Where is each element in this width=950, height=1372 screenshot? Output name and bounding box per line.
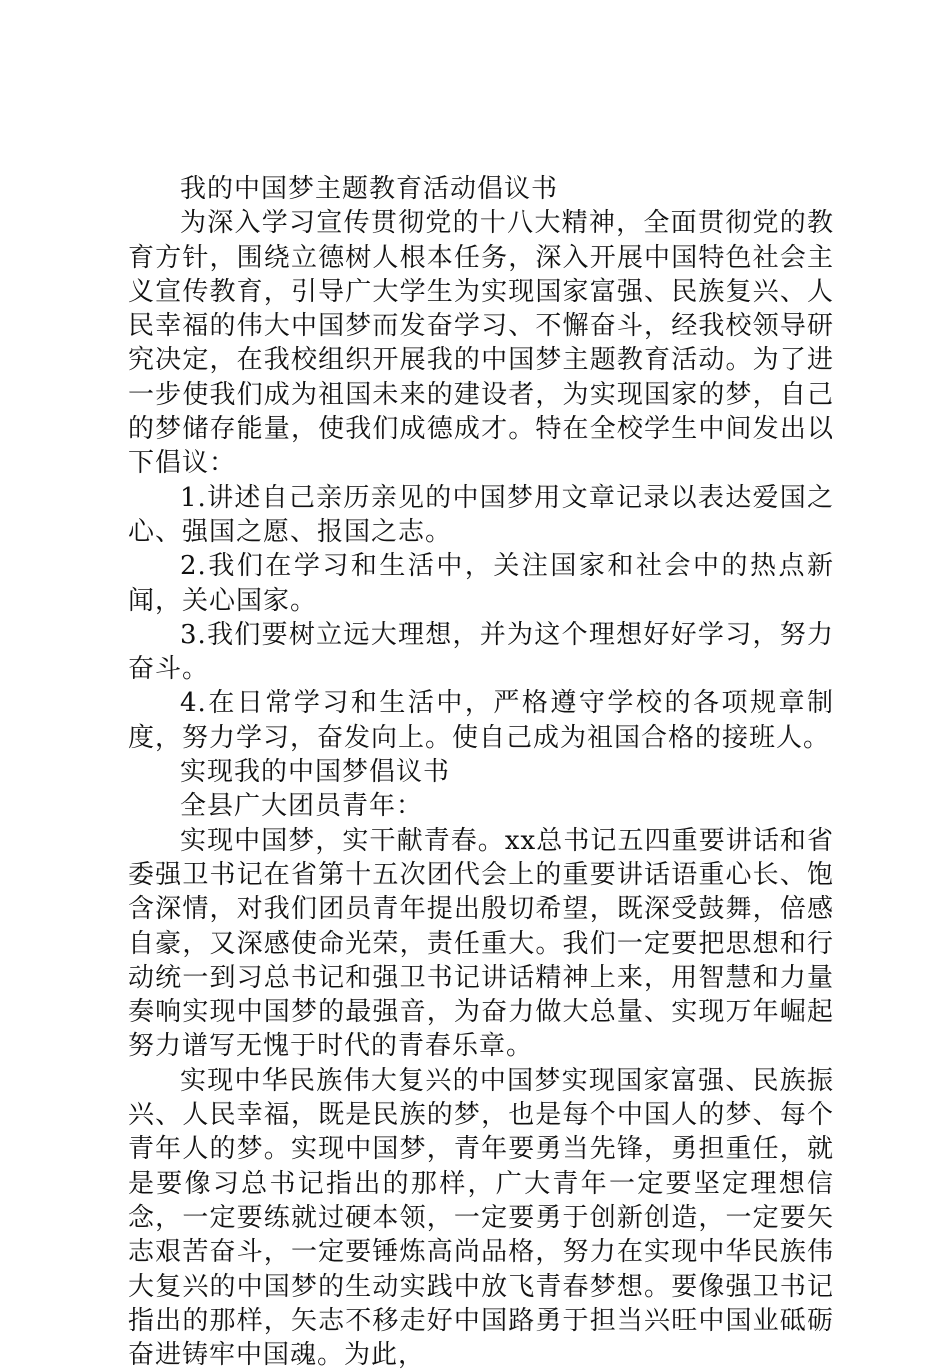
intro-paragraph: 为深入学习宣传贯彻党的十八大精神，全面贯彻党的教育方针，围绕立德树人根本任务，深入开展中国特色社会主义宣传教育，引导广大学生为实现国家富强、民族复兴、人民幸福的伟大中国梦而发奋学习、不懈奋斗，经我校领导研究决定，在我校组织开展我的中国梦主题教育活动。为了进一步使我们成为祖国未来的建设者，为实现国家的梦，自己的梦储存能量，使我们成德成才。特在全校学生中间发出以下倡议： — [128, 208, 834, 479]
salutation: 全县广大团员青年： — [180, 791, 424, 822]
proposal-item-3: 3.我们要树立远大理想，并为这个理想好好学习，努力奋斗。 — [128, 619, 834, 685]
body-paragraph-1: 实现中国梦，实干献青春。xx总书记五四重要讲话和省委强卫书记在省第十五次团代会上的重要讲话语重心长、饱含深情，对我们团员青年提出殷切希望，既深受鼓舞，倍感自豪，又深感使命光荣，责任重大。我们一定要把思想和行动统一到习总书记和强卫书记讲话精神上来，用智慧和力量奏响实现中国梦的最强音，为奋力做大总量、实现万年崛起努力谱写无愧于时代的青春乐章。 — [128, 825, 834, 1062]
proposal-item-4: 4.在日常学习和生活中，严格遵守学校的各项规章制度，努力学习，奋发向上。使自己成为祖国合格的接班人。 — [128, 688, 834, 753]
document-page — [128, 172, 834, 1372]
proposal-item-2: 2.我们在学习和生活中，关注国家和社会中的热点新闻，关心国家。 — [128, 551, 834, 616]
second-title: 实现我的中国梦倡议书 — [180, 757, 451, 788]
body-paragraph-2: 实现中华民族伟大复兴的中国梦实现国家富强、民族振兴、人民幸福，既是民族的梦，也是每个中国人的梦、每个青年人的梦。实现中国梦，青年要勇当先锋，勇担重任，就是要像习总书记指出的那样，广大青年一定要坚定理想信念，一定要练就过硬本领，一定要勇于创新创造，一定要矢志艰苦奋斗，一定要锤炼高尚品格，努力在实现中华民族伟大复兴的中国梦的生动实践中放飞青春梦想。要像强卫书记指出的那样，矢志不移走好中国路勇于担当兴旺中国业砥砺奋进铸牢中国魂。为此， — [128, 1065, 834, 1371]
document-title: 我的中国梦主题教育活动倡议书 — [180, 174, 559, 204]
proposal-item-1: 1.讲述自己亲历亲见的中国梦用文章记录以表达爱国之心、强国之愿、报国之志。 — [128, 482, 834, 547]
